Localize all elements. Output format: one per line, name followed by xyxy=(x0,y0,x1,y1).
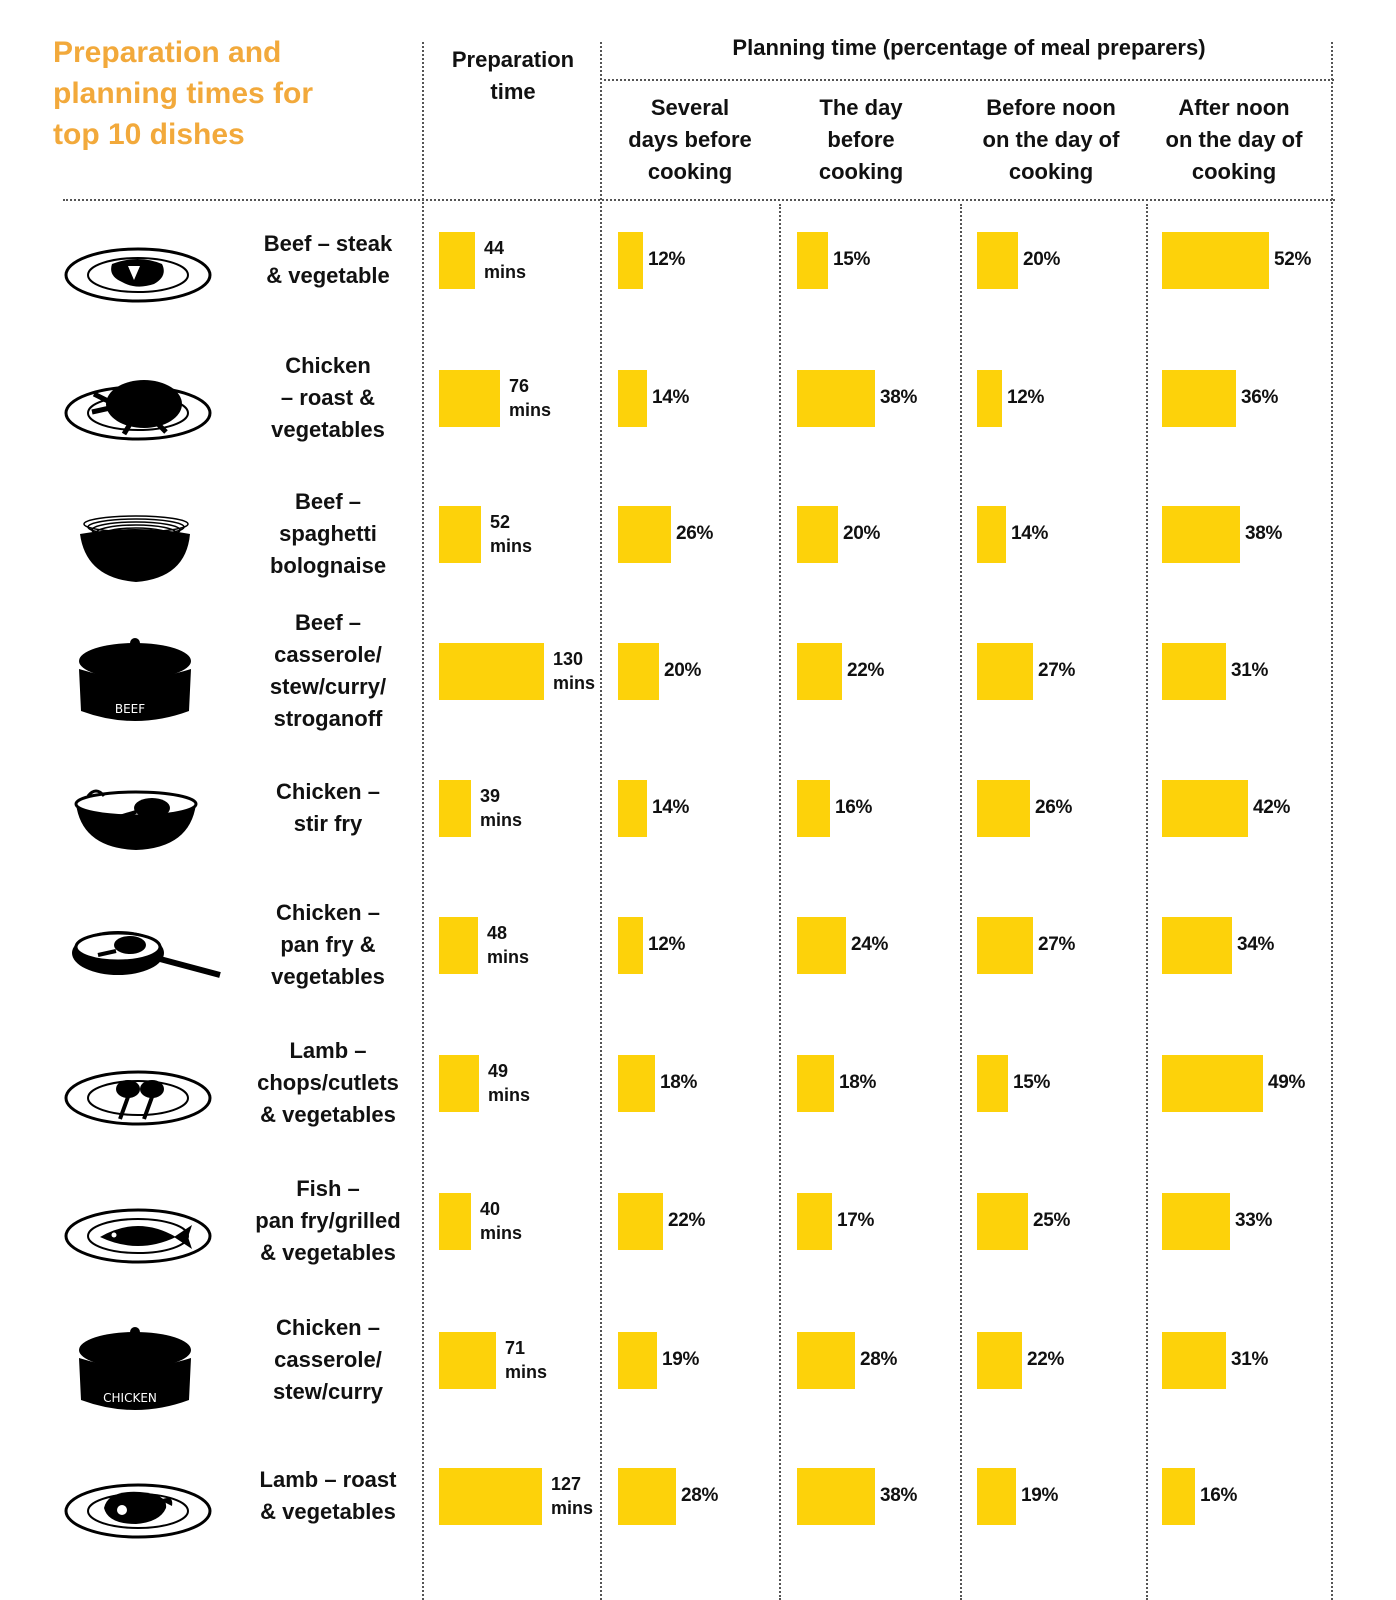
planning-value-label xyxy=(1237,934,1274,956)
dish-name xyxy=(238,228,418,292)
planning-value-label xyxy=(662,1349,699,1371)
prep-time-value: 48 xyxy=(487,923,508,943)
prep-time-value: 76 xyxy=(509,376,530,396)
table-row xyxy=(0,887,1396,1027)
planning-unit: % xyxy=(688,1210,706,1231)
planning-bar xyxy=(797,232,828,289)
planning-value-label xyxy=(664,660,701,682)
dish-name-line: Chicken – xyxy=(276,900,380,925)
prep-time-bar xyxy=(439,1055,479,1112)
planning-value: 19 xyxy=(662,1349,683,1370)
dish-name-line: chops/cutlets xyxy=(257,1070,399,1095)
planning-value-label xyxy=(1027,1349,1064,1371)
prep-time-value: 44 xyxy=(484,238,505,258)
planning-unit: % xyxy=(1055,797,1073,818)
planning-value-label xyxy=(1007,387,1044,409)
prep-time-value: 71 xyxy=(505,1338,526,1358)
planning-bar xyxy=(977,1055,1008,1112)
planning-value: 28 xyxy=(860,1349,881,1370)
planning-value: 14 xyxy=(1011,523,1032,544)
planning-unit: % xyxy=(701,1485,719,1506)
planning-unit: % xyxy=(1294,249,1312,270)
wok-chicken-icon xyxy=(60,768,230,878)
preparation-time-header xyxy=(428,44,598,108)
planning-unit: % xyxy=(867,660,885,681)
planning-value: 16 xyxy=(1200,1485,1221,1506)
planning-unit: % xyxy=(1251,1349,1269,1370)
dish-name-line: & vegetables xyxy=(260,1499,396,1524)
planning-value-label xyxy=(843,523,880,545)
planning-bar xyxy=(1162,917,1232,974)
planning-bar xyxy=(1162,1193,1230,1250)
planning-value: 38 xyxy=(1245,523,1266,544)
dish-name xyxy=(238,607,418,735)
dish-name-line: vegetables xyxy=(271,417,385,442)
table-row xyxy=(0,1163,1396,1303)
prep-time-unit: mins xyxy=(480,810,523,830)
planning-value-label xyxy=(1021,1485,1058,1507)
planning-unit: % xyxy=(1033,1072,1051,1093)
planning-column-header-line: After noon xyxy=(1178,95,1290,120)
dish-name xyxy=(238,897,418,993)
prep-time-bar xyxy=(439,370,500,427)
planning-bar xyxy=(977,780,1030,837)
dish-name-line: Chicken – xyxy=(276,779,380,804)
planning-value: 15 xyxy=(833,249,854,270)
dish-name xyxy=(238,350,418,446)
planning-unit: % xyxy=(1043,249,1061,270)
prep-time-value: 40 xyxy=(480,1199,501,1219)
planning-unit: % xyxy=(1220,1485,1238,1506)
planning-value: 20 xyxy=(664,660,685,681)
chart-title-line: Preparation and xyxy=(53,36,282,69)
prep-time-bar xyxy=(439,1332,496,1389)
planning-value-label xyxy=(839,1072,876,1094)
planning-value-label xyxy=(668,1210,705,1232)
planning-unit: % xyxy=(1251,660,1269,681)
planning-bar xyxy=(618,370,647,427)
planning-unit: % xyxy=(1273,797,1291,818)
planning-bar xyxy=(618,917,643,974)
planning-column-header-line: cooking xyxy=(1008,159,1094,184)
prep-time-bar xyxy=(439,917,478,974)
planning-value: 31 xyxy=(1231,660,1252,681)
planning-value: 18 xyxy=(839,1072,860,1093)
planning-unit: % xyxy=(900,387,918,408)
planning-value: 20 xyxy=(1023,249,1044,270)
planning-column-header xyxy=(961,92,1141,188)
planning-value: 14 xyxy=(652,387,673,408)
planning-value: 33 xyxy=(1235,1210,1256,1231)
planning-value: 14 xyxy=(652,797,673,818)
prep-time-label xyxy=(509,374,551,422)
planning-bar xyxy=(977,917,1033,974)
planning-value-label xyxy=(681,1485,718,1507)
prep-time-bar xyxy=(439,780,471,837)
dish-name-line: Beef – xyxy=(294,610,362,635)
planning-value-label xyxy=(1245,523,1282,545)
planning-value: 18 xyxy=(660,1072,681,1093)
planning-bar xyxy=(797,1055,834,1112)
planning-value-label xyxy=(851,934,888,956)
planning-value: 25 xyxy=(1033,1210,1054,1231)
planning-column-header-line: on the day of xyxy=(1165,127,1303,152)
planning-unit: % xyxy=(1031,523,1049,544)
planning-value-label xyxy=(660,1072,697,1094)
prep-time-unit: mins xyxy=(505,1362,548,1382)
planning-unit: % xyxy=(672,797,690,818)
planning-unit: % xyxy=(696,523,714,544)
planning-bar xyxy=(977,370,1002,427)
planning-value-label xyxy=(1200,1485,1237,1507)
planning-value: 28 xyxy=(681,1485,702,1506)
dish-name-line: & vegetables xyxy=(260,1102,396,1127)
planning-column-header xyxy=(605,92,775,188)
planning-bar xyxy=(618,1055,655,1112)
planning-value-label xyxy=(1241,387,1278,409)
dish-name-line: Chicken xyxy=(285,353,371,378)
prep-time-label xyxy=(505,1336,547,1384)
planning-bar xyxy=(618,1193,663,1250)
dish-name-line: stew/curry/ xyxy=(269,674,387,699)
dish-name-line: – roast & xyxy=(280,385,376,410)
table-row xyxy=(0,476,1396,616)
planning-value-label xyxy=(1268,1072,1305,1094)
prep-time-label xyxy=(484,236,526,284)
planning-bar xyxy=(797,917,846,974)
prep-time-bar xyxy=(439,643,544,700)
prep-time-bar xyxy=(439,1468,542,1525)
prep-time-value: 127 xyxy=(551,1474,582,1494)
planning-value-label xyxy=(1274,249,1311,271)
dish-name-line: stroganoff xyxy=(273,706,383,731)
planning-unit: % xyxy=(680,1072,698,1093)
prep-time-value: 130 xyxy=(553,649,584,669)
prep-time-unit: mins xyxy=(553,673,596,693)
prep-time-label xyxy=(551,1472,593,1520)
planning-bar xyxy=(977,1332,1022,1389)
planning-bar xyxy=(977,1468,1016,1525)
planning-bar xyxy=(797,1193,832,1250)
planning-bar xyxy=(797,780,830,837)
planning-column-header-line: days before xyxy=(628,127,752,152)
planning-unit: % xyxy=(1255,1210,1273,1231)
planning-unit: % xyxy=(1058,660,1076,681)
dish-name-line: Beef – xyxy=(294,489,362,514)
planning-bar xyxy=(1162,643,1226,700)
planning-value-label xyxy=(835,797,872,819)
dish-name xyxy=(238,486,418,582)
planning-unit: % xyxy=(684,660,702,681)
planning-unit: % xyxy=(855,797,873,818)
planning-value: 27 xyxy=(1038,934,1059,955)
table-row xyxy=(0,1438,1396,1578)
planning-bar xyxy=(797,506,838,563)
planning-value: 12 xyxy=(648,934,669,955)
planning-value-label xyxy=(1038,660,1075,682)
planning-value-label xyxy=(652,387,689,409)
dish-name xyxy=(238,1312,418,1408)
planning-value-label xyxy=(1011,523,1048,545)
planning-bar xyxy=(618,643,659,700)
planning-bar xyxy=(618,1332,657,1389)
dish-name-line: & vegetables xyxy=(260,1240,396,1265)
planning-bar xyxy=(1162,232,1269,289)
planning-value-label xyxy=(860,1349,897,1371)
planning-value: 24 xyxy=(851,934,872,955)
planning-column-header-line: cooking xyxy=(647,159,733,184)
planning-bar xyxy=(977,232,1018,289)
planning-bar xyxy=(618,232,643,289)
planning-value-label xyxy=(833,249,870,271)
header-divider xyxy=(63,199,1335,201)
planning-value-label xyxy=(1023,249,1060,271)
dish-name-line: bolognaise xyxy=(269,553,387,578)
lamb-chops-plate-icon xyxy=(60,1043,230,1153)
planning-unit: % xyxy=(1261,387,1279,408)
planning-column-header xyxy=(776,92,946,188)
planning-unit: % xyxy=(1257,934,1275,955)
roast-chicken-plate-icon xyxy=(60,358,230,468)
planning-value-label xyxy=(1035,797,1072,819)
prep-time-unit: mins xyxy=(490,536,533,556)
prep-time-unit: mins xyxy=(551,1498,594,1518)
dish-name-line: spaghetti xyxy=(279,521,377,546)
planning-value: 20 xyxy=(843,523,864,544)
planning-value: 31 xyxy=(1231,1349,1252,1370)
planning-unit: % xyxy=(900,1485,918,1506)
planning-value: 36 xyxy=(1241,387,1262,408)
planning-column-header-line: cooking xyxy=(818,159,904,184)
planning-value-label xyxy=(1231,660,1268,682)
dish-name-line: stir fry xyxy=(293,811,363,836)
chart-title xyxy=(53,32,413,155)
dish-name-line: casserole/ xyxy=(274,1347,382,1372)
planning-value-label xyxy=(1253,797,1290,819)
steak-plate-icon xyxy=(60,220,230,330)
pot-label: BEEF xyxy=(114,702,146,716)
planning-unit: % xyxy=(682,1349,700,1370)
planning-value-label xyxy=(676,523,713,545)
planning-unit: % xyxy=(1047,1349,1065,1370)
planning-time-header: Planning time (percentage of meal preparers) xyxy=(732,35,1206,60)
fish-plate-icon xyxy=(60,1181,230,1291)
planning-unit: % xyxy=(1058,934,1076,955)
planning-value: 19 xyxy=(1021,1485,1042,1506)
planning-value-label xyxy=(648,249,685,271)
prep-time-label xyxy=(480,784,522,832)
planning-bar xyxy=(797,370,875,427)
dish-name-line: pan fry & xyxy=(280,932,376,957)
planning-value-label xyxy=(1235,1210,1272,1232)
planning-value: 26 xyxy=(1035,797,1056,818)
chart-title-line: planning times for xyxy=(53,77,314,110)
planning-column-header xyxy=(1144,92,1324,188)
planning-unit: % xyxy=(859,1072,877,1093)
planning-value-label xyxy=(1231,1349,1268,1371)
prep-time-value: 39 xyxy=(480,786,501,806)
dish-name-line: Lamb – roast xyxy=(259,1467,397,1492)
planning-value: 34 xyxy=(1237,934,1258,955)
planning-column-header-line: cooking xyxy=(1191,159,1277,184)
table-row xyxy=(0,202,1396,342)
planning-unit: % xyxy=(853,249,871,270)
planning-unit: % xyxy=(1053,1210,1071,1231)
prep-time-label xyxy=(487,921,529,969)
planning-bar xyxy=(1162,370,1236,427)
planning-value-label xyxy=(880,1485,917,1507)
prep-time-label xyxy=(490,510,532,558)
dish-name xyxy=(238,1464,418,1528)
planning-bar xyxy=(1162,780,1248,837)
dish-name-line: pan fry/grilled xyxy=(255,1208,401,1233)
dish-name xyxy=(238,776,418,840)
prep-time-value: 49 xyxy=(488,1061,509,1081)
planning-value: 22 xyxy=(668,1210,689,1231)
preparation-time-header-line: Preparation xyxy=(451,47,575,72)
casserole-pot-icon xyxy=(60,1320,230,1430)
planning-value: 16 xyxy=(835,797,856,818)
planning-value-label xyxy=(1038,934,1075,956)
planning-column-header-line: on the day of xyxy=(982,127,1120,152)
preparation-time-header-line: time xyxy=(490,79,536,104)
planning-bar xyxy=(977,506,1006,563)
planning-value-label xyxy=(648,934,685,956)
prep-time-bar xyxy=(439,506,481,563)
table-row xyxy=(0,1025,1396,1165)
planning-unit: % xyxy=(668,934,686,955)
planning-value-label xyxy=(880,387,917,409)
planning-unit: % xyxy=(863,523,881,544)
planning-bar xyxy=(977,643,1033,700)
chart-title-line: top 10 dishes xyxy=(53,118,245,151)
planning-value: 22 xyxy=(1027,1349,1048,1370)
dish-name-line: Chicken – xyxy=(276,1315,380,1340)
planning-value: 27 xyxy=(1038,660,1059,681)
prep-time-unit: mins xyxy=(488,1085,531,1105)
planning-value: 22 xyxy=(847,660,868,681)
planning-value: 42 xyxy=(1253,797,1274,818)
prep-time-unit: mins xyxy=(487,947,530,967)
planning-unit: % xyxy=(880,1349,898,1370)
planning-value-label xyxy=(1013,1072,1050,1094)
planning-bar xyxy=(1162,1468,1195,1525)
prep-time-value: 52 xyxy=(490,512,511,532)
planning-bar xyxy=(618,506,671,563)
dish-name-line: Fish – xyxy=(296,1176,360,1201)
planning-bar xyxy=(797,643,842,700)
planning-bar xyxy=(797,1332,855,1389)
planning-value-label xyxy=(652,797,689,819)
dish-name-line: Lamb – xyxy=(289,1038,367,1063)
planning-value: 12 xyxy=(648,249,669,270)
prep-time-label xyxy=(553,647,595,695)
dish-name-line: Beef – steak xyxy=(263,231,393,256)
planning-bar xyxy=(1162,1332,1226,1389)
prep-time-unit: mins xyxy=(480,1223,523,1243)
table-row xyxy=(0,610,1396,753)
planning-bar xyxy=(797,1468,875,1525)
planning-unit: % xyxy=(668,249,686,270)
prep-time-unit: mins xyxy=(484,262,527,282)
prep-time-unit: mins xyxy=(509,400,552,420)
table-row xyxy=(0,750,1396,890)
dish-name-line: casserole/ xyxy=(274,642,382,667)
prep-time-bar xyxy=(439,232,475,289)
planning-value: 49 xyxy=(1268,1072,1289,1093)
planning-value: 38 xyxy=(880,1485,901,1506)
planning-value: 17 xyxy=(837,1210,858,1231)
planning-bar xyxy=(977,1193,1028,1250)
pot-label: CHICKEN xyxy=(103,1391,157,1405)
frying-pan-chicken-icon xyxy=(60,905,230,1015)
dish-name-line: stew/curry xyxy=(272,1379,384,1404)
planning-value-label xyxy=(847,660,884,682)
table-row xyxy=(0,340,1396,480)
dish-name-line: & vegetable xyxy=(266,263,390,288)
prep-time-label xyxy=(488,1059,530,1107)
planning-value: 12 xyxy=(1007,387,1028,408)
prep-time-label xyxy=(480,1197,522,1245)
dish-name xyxy=(238,1173,418,1269)
planning-value-label xyxy=(1033,1210,1070,1232)
planning-unit: % xyxy=(857,1210,875,1231)
planning-bar xyxy=(1162,506,1240,563)
planning-value: 52 xyxy=(1274,249,1295,270)
planning-column-header-line: Before noon xyxy=(986,95,1116,120)
planning-unit: % xyxy=(1027,387,1045,408)
planning-unit: % xyxy=(871,934,889,955)
planning-value: 15 xyxy=(1013,1072,1034,1093)
planning-column-header-line: Several xyxy=(650,95,730,120)
spaghetti-bowl-icon xyxy=(60,494,230,604)
prep-time-bar xyxy=(439,1193,471,1250)
planning-bar xyxy=(618,780,647,837)
planning-unit: % xyxy=(672,387,690,408)
planning-header-divider xyxy=(604,79,1334,81)
dish-name xyxy=(238,1035,418,1131)
planning-bar xyxy=(618,1468,676,1525)
planning-unit: % xyxy=(1288,1072,1306,1093)
planning-column-header-line: The day xyxy=(819,95,903,120)
planning-bar xyxy=(1162,1055,1263,1112)
lamb-roast-plate-icon xyxy=(60,1456,230,1566)
planning-value: 38 xyxy=(880,387,901,408)
planning-unit: % xyxy=(1265,523,1283,544)
planning-column-header-line: before xyxy=(827,127,895,152)
dish-name-line: vegetables xyxy=(271,964,385,989)
planning-value-label xyxy=(837,1210,874,1232)
table-row xyxy=(0,1302,1396,1442)
casserole-pot-icon xyxy=(60,631,230,741)
planning-unit: % xyxy=(1041,1485,1059,1506)
planning-value: 26 xyxy=(676,523,697,544)
